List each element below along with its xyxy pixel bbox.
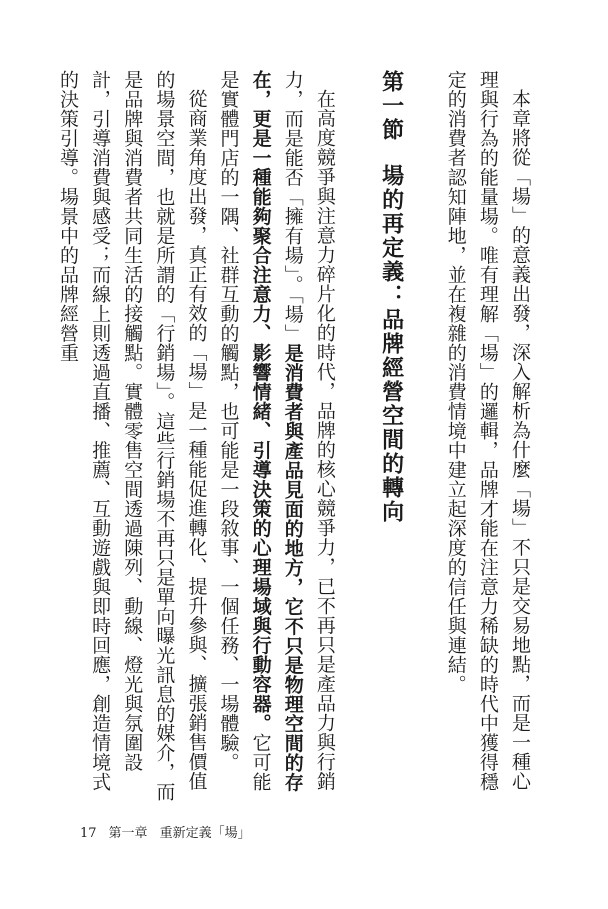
section-heading [375, 70, 406, 805]
page-footer [80, 822, 263, 841]
body-paragraph-2: 從商業角度出發，真正有效的「場」是一種能促進轉化、提升參與、擴張銷售價值的場景空間，也就是所謂的「行銷場」。這些行銷場不再只是單向曝光訊息的媒介，而是品牌與消費者共同生活的接觸點。實體零售空間透過陳列、動線、燈光與氛圍設計，引導消費與感受；而線上則透過直播、推薦、互動遊戲與即時回應，創造情境式的決策引導。場景中的品牌經營重 [57, 70, 208, 802]
page-number: 17 [80, 826, 97, 841]
body-paragraph-1 [212, 70, 340, 805]
intro-paragraph: 本章將從「場」的意義出發，深入解析為什麼「場」不只是交易地點，而是一種心理與行為的能量場。唯有理解「場」的邏輯，品牌才能在注意力稀缺的時代中獲得穩定的消費者認知陣地，並在複雜的消費情境中建立起深度的信任與連結。 [444, 70, 531, 792]
section-title: 場的再定義：品牌經營空間的轉向 [378, 164, 404, 524]
section-label: 第一節 [378, 70, 404, 142]
paragraph-text-b: 它可能是實體門店的一隅、社群互動的觸點，也可能是一段敘事、一個任務、一場體驗。 [217, 70, 272, 792]
paragraph-bold-text: 是消費者與產品見面的地方，它不只是物理空間的存在，更是一種能夠聚合注意力、影響情緒、引導決策的心理場域與行動容器。 [249, 70, 304, 792]
chapter-title: 重新定義「場」 [159, 826, 251, 841]
body-text [52, 70, 536, 805]
paragraph-text-a: 在高度競爭與注意力碎片化的時代，品牌的核心競爭力，已不再只是產品力與行銷力，而是能否「擁有場」。「場」 [281, 70, 336, 791]
chapter-label: 第一章 [108, 826, 148, 841]
